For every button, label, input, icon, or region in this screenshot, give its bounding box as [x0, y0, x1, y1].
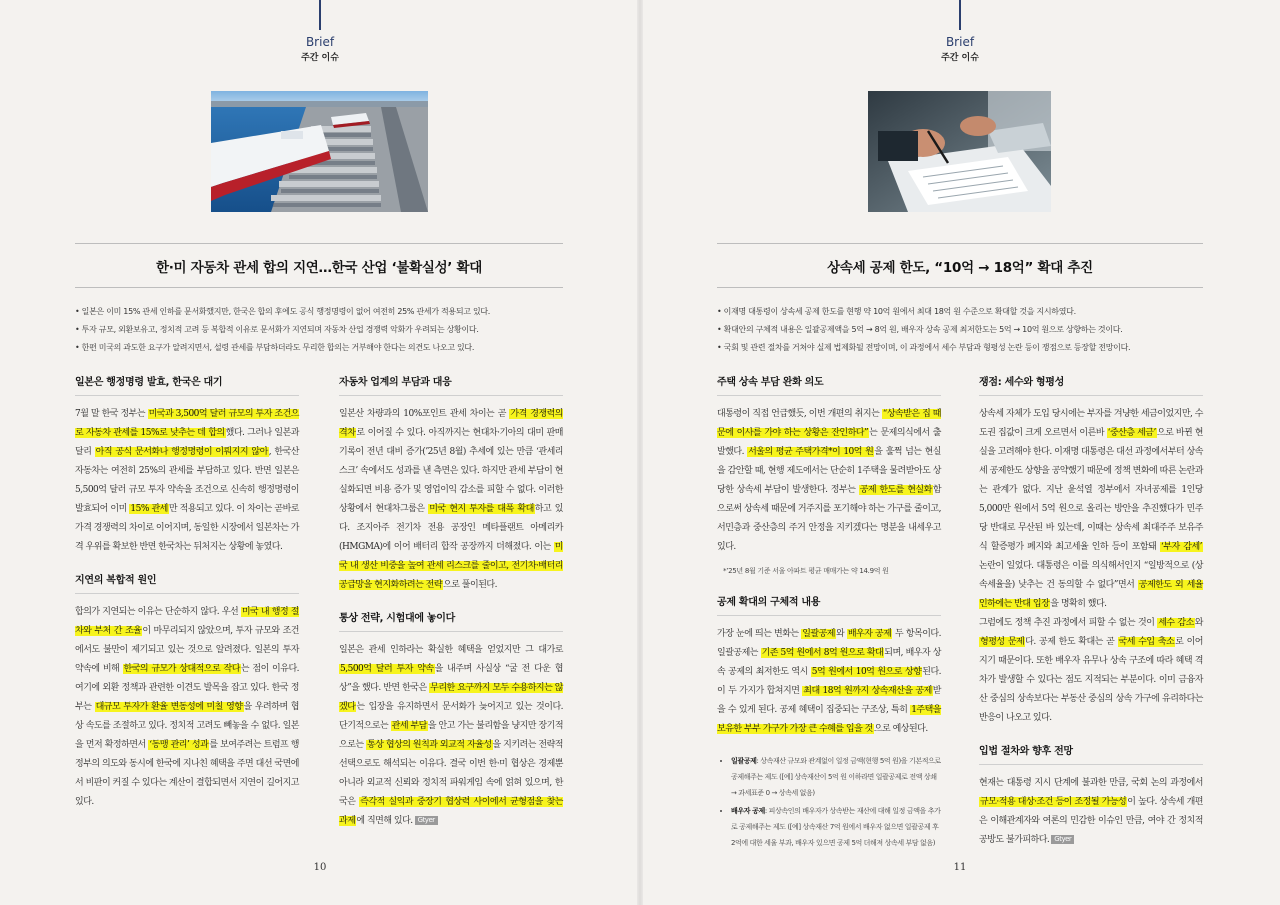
highlight-text: 규모·적용 대상·조건 등이 조정될 가능성 [980, 797, 1127, 807]
body-text: 를 보여주려는 트럼프 행정부의 의도와 동시에 한국에 지나친 혜택을 주면 대선 국면에서 비판이 커질 수 있다는 계산이 결합되면서 지연이 길어지고 있다. [75, 740, 299, 807]
body-text: 을 안고 가는 불리함을 냥지만 장기적으로는 [339, 721, 564, 750]
section-body [979, 405, 1203, 728]
highlight-text: 5,500억 달러 투자 약속 [340, 664, 434, 674]
headline: 한·미 자동차 관세 합의 지연…한국 산업 ‘불확실성’ 확대 [155, 260, 483, 276]
body-text: 으로 예상된다. [873, 724, 928, 734]
highlight-text: 1주택을 보유한 부부 가구가 가장 큰 수혜를 입을 것 [717, 705, 941, 734]
highlight-text: 관세 부담 [391, 721, 427, 731]
headline-rule-top [75, 243, 563, 244]
body-text: 현재는 대통령 지시 단계에 불과한 만큼, 국회 논의 과정에서 [979, 778, 1203, 788]
highlight-text: 일괄공제 [802, 629, 835, 639]
body-text: 을 내주며 사실상 “굴 전 다운 협상”을 했다. 반면 한국은 [339, 664, 563, 693]
section-body [75, 603, 299, 812]
highlight-text: 미국 내 생산 비중을 높여 관세 리스크를 줄이고, 전기차·배터리 공급망을 현지화하려는 전략 [339, 542, 563, 590]
body-text: 대통령이 직접 언급했듯, 이번 개편의 취지는 [717, 409, 882, 419]
body-text: 로 이어질 수 있다. 아직까지는 현대차·기아의 대미 판매기록이 전년 대비 증가(’25년 8월) 추세에 있는 만큼 ‘관세리스크’ 속에서도 성과를 낸 측면은 있다. 하지만 관세 부담이 현실화되면 비용 증가 및 영업이익 감소를 피할 수 없다. 이러한 상황에서 현대차그룹은 [339, 428, 563, 514]
source-tag: Gtyer [415, 816, 438, 825]
column [717, 373, 941, 853]
definition-term: 배우자 공제 [731, 807, 765, 815]
body-text: 합의가 지연되는 이유는 단순하지 않다. 우선 [75, 607, 241, 617]
body-text: 가장 눈에 띄는 변화는 [717, 629, 802, 639]
body-text: 되며, 배우자 상속 공제의 최저한도 역시 [717, 648, 941, 677]
header-brief: Brief [305, 35, 335, 49]
section-body [339, 405, 563, 595]
definition-term: 일괄공제 [731, 757, 757, 765]
headline: 상속세 공제 한도, “10억 → 18억” 확대 추진 [827, 260, 1093, 276]
highlight-text: ‘부자 감세’ [1160, 542, 1203, 552]
source-tag: Gtyer [1051, 835, 1074, 844]
highlight-text: 가격 경쟁력의 격차 [339, 409, 563, 438]
right-page [640, 0, 1280, 905]
summary-item: • 일본은 이미 15% 관세 인하를 문서화했지만, 한국은 합의 후에도 공식 행정명령이 없어 여전히 25% 관세가 적용되고 있다. [75, 307, 491, 316]
section-body [75, 405, 299, 557]
section-heading: 쟁점: 세수와 형평성 [979, 373, 1203, 396]
summary [717, 303, 1203, 357]
highlight-text: 15% 관세 [130, 504, 168, 514]
definition-item [731, 753, 941, 801]
highlight-text: 즉각적 실익과 중장기 협상력 사이에서 균형점을 찾는 과제 [339, 797, 564, 826]
body-text: 을 우려하며 협상 속도를 조절하고 있다. 정치적 고려도 빼놓을 수 없다. 일본을 먼저 확정하면서 [75, 702, 299, 750]
body-text: 는 점이 이유다. 여기에 외환 정책과 관련한 이견도 발목을 잡고 있다. 한국 정부는 [75, 664, 299, 712]
highlight-text: “상속받은 집 때문에 이사를 가야 하는 상황은 잔인하다” [717, 409, 941, 438]
body-text: 에 직면해 있다. [356, 816, 413, 826]
body-text: 일본은 관세 인하라는 확실한 혜택을 얻었지만 그 대가로 [339, 645, 563, 655]
section-heading: 주택 상속 부담 완화 의도 [717, 373, 941, 396]
definition-item [731, 803, 941, 851]
highlight-text: 미국 내 행정 절차와 부처 간 조율 [75, 607, 299, 636]
body-text: 함으로써 상속세 때문에 거주지를 포기해야 하는 가구를 줄이고, 서민층과 중산층의 주거 안정을 지키겠다는 명분을 내세우고 있다. [717, 485, 942, 552]
section-heading: 일본은 행정명령 발효, 한국은 대기 [75, 373, 299, 396]
highlight-text: 기존 5억 원에서 8억 원으로 확대 [761, 648, 884, 658]
summary-item: • 확대안의 구체적 내용은 일괄공제액을 5억 → 8억 원, 배우자 상속 공제 최저한도는 5억 → 10억 원으로 상향하는 것이다. [717, 325, 1123, 334]
header-tick [959, 0, 961, 30]
section-heading: 공제 확대의 구체적 내용 [717, 593, 941, 616]
header-section: 주간 이슈 [301, 53, 339, 63]
definition-text: : 상속재산 규모와 관계없이 일정 금액(현행 5억 원)을 기본적으로 공제해주는 제도 ([예] 상속재산이 5억 원 이하라면 일괄공제로 전액 상쇄 → 과세표준 0 → 상속세 없음) [731, 757, 941, 797]
headline-rule-bottom [75, 287, 563, 288]
highlight-text: 형평성 문제 [980, 637, 1025, 647]
body-text: 된다. 이 두 가지가 합쳐지면 [717, 667, 942, 696]
body-text: 으로 풀이된다. [443, 580, 497, 590]
summary-item: • 한편 미국의 과도한 요구가 알려지면서, 설령 관세를 부담하더라도 무리한 합의는 거부해야 한다는 의견도 나오고 있다. [75, 343, 475, 352]
body-text: 만 적용되고 있다. 이 차이는 곧바로 가격 경쟁력의 차이로 이어지며, 동일한 시장에서 일본차는 가격 우위를 확보한 반면 한국차는 뒤처지는 상황에 놓였다. [75, 504, 299, 552]
section-heading: 지연의 복합적 원인 [75, 571, 299, 594]
highlight-text: 미국과 3,500억 달러 규모의 투자 조건으로 자동차 관세를 15%로 낮추는 데 합의 [75, 409, 299, 438]
body-text: 하고 있다. 조지아주 전기차 전용 공장인 메타플랜트 아메리카(HMGMA)에 이어 배터리 합작 공장까지 더해졌다. 이는 [339, 504, 563, 552]
column [339, 373, 563, 845]
section-body [717, 405, 941, 557]
header-tick [319, 0, 321, 30]
body-text: , 한국산 자동차는 여전히 25%의 관세를 부담하고 있다. 반면 일본은 5,500억 달러 규모 투자 약속을 조건으로 신속히 행정명령이 발효되어 이미 [75, 447, 299, 514]
highlight-text: 아직 공식 문서화나 행정명령이 이뤄지지 않아 [95, 447, 268, 457]
summary [75, 303, 563, 357]
body-text: 는 문제의식에서 출발했다. [717, 428, 941, 457]
body-text: 을 지키려는 전략적 선택으로도 해석되는 이유다. 결국 이번 한·미 협상은 경제뿐 아니라 외교적 신뢰와 정치적 파워게임 속에 얽혀 있으며, 한국은 [339, 740, 563, 807]
highlight-text: 통상 협상의 원칙과 외교적 자율성 [367, 740, 492, 750]
summary-item: • 국회 및 관련 절차를 거쳐야 실제 법제화될 전망이며, 이 과정에서 세수 부담과 형평성 논란 등이 쟁점으로 등장할 전망이다. [717, 343, 1131, 352]
body-text: 와 [836, 629, 847, 639]
page-number: 11 [953, 862, 967, 873]
highlight-text: 공제 한도를 현실화 [859, 485, 932, 495]
body-text: 다. 공제 한도 확대는 곧 [1025, 637, 1118, 647]
column [75, 373, 299, 826]
highlight-text: ‘동맹 관리’ 성과 [149, 740, 209, 750]
highlight-text: 5억 원에서 10억 원으로 상향 [811, 667, 922, 677]
body-text: 로 이어지기 때문이다. 또한 배우자 유무나 상속 구조에 따라 혜택 격차가 발생할 수 있다는 점도 지적되는 부분이다. 이미 금융자산 중심의 상속보다는 부동산 중심의 상속 가구에 유리하다는 반응이 나오고 있다. [979, 637, 1203, 723]
port-car-carrier-photo [211, 91, 428, 212]
body-text: 일본산 차량과의 10%포인트 관세 차이는 곧 [339, 409, 510, 419]
highlight-text: ‘중산층 세금’ [1107, 428, 1156, 438]
highlight-text: 세수 감소 [1158, 618, 1194, 628]
highlight-text: 대규모 투자가 환율 변동성에 미칠 영향 [95, 702, 243, 712]
highlight-text: 미국 현지 투자를 대폭 확대 [429, 504, 534, 514]
body-text: 이 높다. 상속세 개편은 이해관계자와 여론의 민감한 이슈인 만큼, 여야 간 정치적 공방도 불가피하다. [979, 797, 1203, 845]
body-text: 와 [1194, 618, 1203, 628]
section-heading: 자동차 업계의 부담과 대응 [339, 373, 563, 396]
office-photo-svg [868, 91, 1051, 212]
highlight-text: 서울의 평균 주택가격*이 10억 원 [748, 447, 874, 457]
body-text: 을 훌쩍 넘는 현실을 감안할 때, 현행 제도에서는 단순히 1주택을 물려받아도 상당한 상속세 부담이 발생한다. 정부는 [717, 447, 941, 495]
header-brief: Brief [945, 35, 975, 49]
highlight-text: 공제한도 외 세율 인하에는 반대 입장 [979, 580, 1203, 609]
headline-rule-bottom [717, 287, 1203, 288]
section-body [979, 774, 1203, 850]
body-text: 했다. 그러나 일본과 달리 [75, 428, 300, 457]
body-text: 을 명확히 했다. [1050, 599, 1107, 609]
body-text: 상속세 자체가 도입 당시에는 부자를 겨냥한 세금이었지만, 수도권 집값이 크게 오르면서 이른바 [979, 409, 1203, 438]
header-section: 주간 이슈 [941, 53, 979, 63]
page-number: 10 [313, 862, 327, 873]
section-body [339, 641, 563, 831]
highlight-text: 배우자 공제 [847, 629, 892, 639]
body-text: 이 마무리되지 않았으며, 투자 규모와 조건에서도 불만이 제기되고 있는 것으로 알려졌다. 일본의 투자 약속에 비해 [75, 626, 299, 674]
section-heading: 입법 절차와 향후 전망 [979, 742, 1203, 765]
summary-item: • 이재명 대통령이 상속세 공제 한도를 현행 약 10억 원에서 최대 18억 원 수준으로 확대할 것을 지시하였다. [717, 307, 1076, 316]
highlight-text: 최대 18억 원까지 상속재산을 공제 [803, 686, 932, 696]
section-body [717, 625, 941, 739]
highlight-text: 무리한 요구까지 모두 수용하지는 않겠다 [339, 683, 564, 712]
summary-item: • 투자 규모, 외환보유고, 정치적 고려 등 복합적 이유로 문서화가 지연되며 자동차 산업 경쟁력 악화가 우려되는 상황이다. [75, 325, 479, 334]
body-text: 논란이 일었다. 대통령은 이를 의식해서인지 “일방적으로 (상속세율을) 낮추는 건 동의할 수 없다”면서 [979, 561, 1203, 590]
body-text: 그럼에도 정책 추진 과정에서 피할 수 없는 것이 [979, 618, 1158, 628]
highlight-text: 한국의 규모가 상대적으로 작다 [123, 664, 240, 674]
headline-rule-top [717, 243, 1203, 244]
port-photo-svg [211, 91, 428, 212]
body-text: 7월 말 한국 정부는 [75, 409, 148, 419]
highlight-text: 국세 수입 축소 [1118, 637, 1175, 647]
column [979, 373, 1203, 864]
body-text: 는 입장을 유지하면서 문서화가 늦어지고 있는 것이다. 단기적으로는 [339, 702, 563, 731]
body-text: 받을 수 있게 된다. 공제 혜택이 집중되는 구조상, 특히 [717, 686, 941, 715]
definition-list [717, 753, 941, 851]
section-heading: 통상 전략, 시험대에 놓이다 [339, 609, 563, 632]
body-text: 두 항목이다. 일괄공제는 [717, 629, 941, 658]
definition-text: : 피상속인의 배우자가 상속받는 재산에 대해 일정 금액을 추가로 공제해주는 제도 ([예] 상속재산 7억 원에서 배우자 없으면 일괄공제 후 2억에 대한 세율 부과, 배우자 있으면 공제 5억 더해져 상속세 부담 없음) [731, 807, 941, 847]
footnote: *’25년 8월 기준 서울 아파트 평균 매매가는 약 14.9억 원 [723, 567, 889, 575]
body-text: 으로 바뀐 현실을 고려해야 한다. 이재명 대통령은 대선 과정에서부터 상속세 공제한도 상향을 공약했기 때문에 정책 변화에 따른 논란과는 관계가 없다. 지난 윤석열 정부에서 자녀공제를 1인당 5,000만 원에서 5억 원으로 올리는 방안을 추진했다가 민주당 반대로 무산된 바 있는데, 이때는 상속세 최대주주 보유주식 할증평가 폐지와 최고세율 인하 등이 포함돼 [979, 428, 1203, 552]
documents-signing-photo [868, 91, 1051, 212]
